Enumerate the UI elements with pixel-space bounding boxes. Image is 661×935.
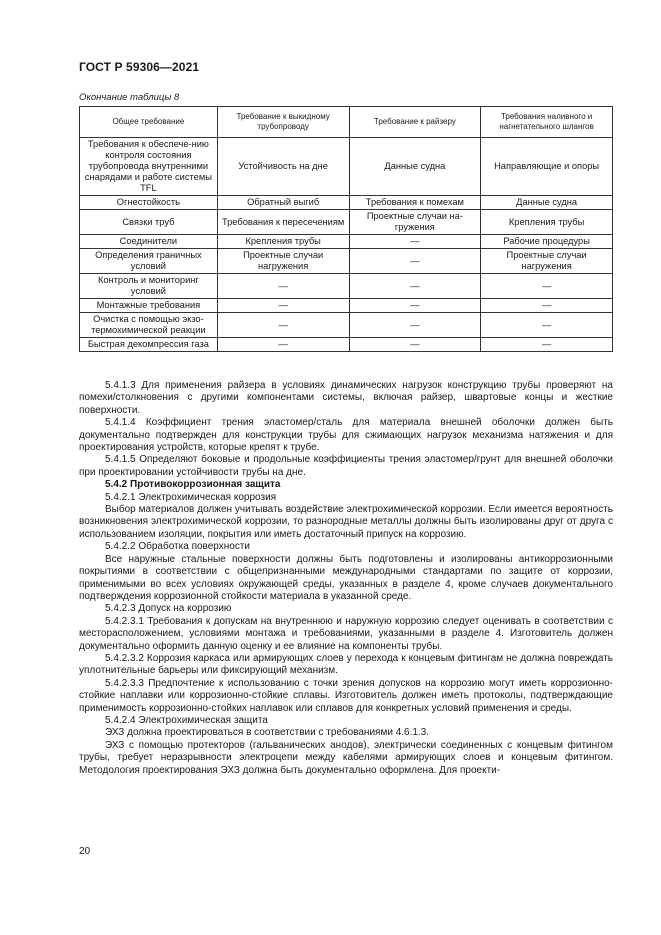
paragraph: 5.4.2.1 Электрохимическая коррозия xyxy=(105,491,277,503)
table-cell: Связки труб xyxy=(80,210,218,235)
table-cell: — xyxy=(217,338,349,352)
table-cell: Требования к обеспече-нию контроля состояния трубопровода внутренними снарядами и работе системы TFL xyxy=(80,138,218,196)
table-cell: — xyxy=(349,274,481,299)
table-cell: — xyxy=(481,338,613,352)
table-cell: Требования к помехам xyxy=(349,196,481,210)
table-cell: — xyxy=(349,299,481,313)
table-cell: Крепления трубы xyxy=(481,210,613,235)
paragraph: ЭХЗ должна проектироваться в соответствии с требованиями 4.6.1.3. xyxy=(105,727,430,739)
table-cell: Данные судна xyxy=(349,138,481,196)
table-row xyxy=(80,274,613,299)
section-heading: 5.4.2 Противокоррозионная защита xyxy=(105,479,281,491)
table-cell: — xyxy=(349,313,481,338)
table-row xyxy=(80,196,613,210)
table-header-row xyxy=(80,107,613,138)
paragraph: 5.4.2.4 Электрохимическая защита xyxy=(105,714,268,726)
table-cell: — xyxy=(349,235,481,249)
table-row xyxy=(80,210,613,235)
column-header: Требование к райзеру xyxy=(349,107,481,138)
table-caption: Окончание таблицы 8 xyxy=(79,92,180,103)
table-cell: Монтажные требования xyxy=(80,299,218,313)
paragraph: 5.4.2.3.3 Предпочтение к использованию с точки зрения допусков на коррозию могут иметь коррозионно-стойкие наплавки или коррозионно-стойкие сплавы. Изготовитель должен иметь протоколы, подтверждающие применимость коррозионно-стойких наплавок или сплавов для конкретных условий применения и среды. xyxy=(79,677,613,714)
table-cell: — xyxy=(217,313,349,338)
table-cell: — xyxy=(217,299,349,313)
table-cell: Обратный выгиб xyxy=(217,196,349,210)
table-cell: — xyxy=(481,274,613,299)
table-cell: Устойчивость на дне xyxy=(217,138,349,196)
body-text xyxy=(79,380,613,777)
table-cell: Огнестойкость xyxy=(80,196,218,210)
paragraph: 5.4.2.3 Допуск на коррозию xyxy=(105,603,232,615)
table-cell: Требования к пересечениям xyxy=(217,210,349,235)
table-cell: Крепления трубы xyxy=(217,235,349,249)
table-row xyxy=(80,249,613,274)
paragraph: 5.4.1.5 Определяют боковые и продольные коэффициенты трения эластомер/грунт для внешней оболочки при проектировании устойчивости трубы на дне. xyxy=(79,454,613,478)
table-cell: — xyxy=(481,299,613,313)
column-header: Требования наливного и нагнетательного шлангов xyxy=(481,107,613,138)
table-cell: Быстрая декомпрессия газа xyxy=(80,338,218,352)
table-cell: Проектные случаи нагружения xyxy=(481,249,613,274)
paragraph: 5.4.2.2 Обработка поверхности xyxy=(105,541,251,553)
table-cell: Соединители xyxy=(80,235,218,249)
table-cell: Проектные случаи нагружения xyxy=(217,249,349,274)
paragraph: ЭХЗ с помощью протекторов (гальванических анодов), электрически соединенных с концевым фитингом трубы, требует неразрывности электроцепи между кабелями армирующих слоев и концевым фитингом. Методология проектирования ЭХЗ должна быть документально оформлена. Для проекти- xyxy=(79,739,613,776)
table-cell: — xyxy=(349,338,481,352)
table-row xyxy=(80,138,613,196)
table-cell: Очистка с помощью экзо-термохимической реакции xyxy=(80,313,218,338)
table-cell: Направляющие и опоры xyxy=(481,138,613,196)
table-cell: Данные судна xyxy=(481,196,613,210)
column-header: Требование к выкидному трубопроводу xyxy=(217,107,349,138)
requirements-table xyxy=(79,106,613,352)
paragraph: 5.4.1.3 Для применения райзера в условиях динамических нагрузок конструкцию трубы проверяют на помехи/столкновения с другими компонентами системы, включая райзер, швартовые концы и жесткие поверхности. xyxy=(79,380,613,416)
page-number: 20 xyxy=(79,846,91,857)
document-header: ГОСТ Р 59306—2021 xyxy=(79,60,200,74)
table-cell: Определения граничных условий xyxy=(80,249,218,274)
table-cell: Контроль и мониторинг условий xyxy=(80,274,218,299)
table-row xyxy=(80,235,613,249)
table-cell: Проектные случаи на-гружения xyxy=(349,210,481,235)
paragraph: Все наружные стальные поверхности должны быть подготовлены и изолированы антикоррозионными покрытиями в соответствии с общепризнанными международными стандартами по защите от коррозии, применимыми во всех условиях окружающей среды, указанных в разделе 4, кроме случаев документального подтверждения коррозионной стойкости материала в указанной среде. xyxy=(79,553,613,602)
column-header: Общее требование xyxy=(80,107,218,138)
paragraph: 5.4.2.3.1 Требования к допускам на внутреннюю и наружную коррозию следует оценивать в соответствии с месторасположением, условиями монтажа и требованиями, указанными в разделе 4. Изготовитель должен документально оформить данную оценку и ее влияние на компоненты трубы. xyxy=(79,615,613,652)
paragraph: Выбор материалов должен учитывать воздействие электрохимической коррозии. Если имеется вероятность возникновения электрохимической коррозии, то разнородные металлы должны быть изолированы друг от друга с использованием изоляции, покрытия или иметь достаточный припуск на коррозию. xyxy=(79,504,613,540)
table-row xyxy=(80,338,613,352)
paragraph: 5.4.1.4 Коэффициент трения эластомер/сталь для материала внешней оболочки должен быть документально подтвержден для конструкции трубы для сжимающих нагрузок механизма натяжения и для проектирования устройств, которые крепят к трубе. xyxy=(79,417,613,454)
table-cell: — xyxy=(481,313,613,338)
table-cell: Рабочие процедуры xyxy=(481,235,613,249)
paragraph: 5.4.2.3.2 Коррозия каркаса или армирующих слоев у перехода к концевым фитингам не должна повреждать уплотнительные барьеры или фиксирующий механизм. xyxy=(79,652,613,677)
table-body xyxy=(80,138,613,352)
table-cell: — xyxy=(349,249,481,274)
table-row xyxy=(80,299,613,313)
table-row xyxy=(80,313,613,338)
table-cell: — xyxy=(217,274,349,299)
